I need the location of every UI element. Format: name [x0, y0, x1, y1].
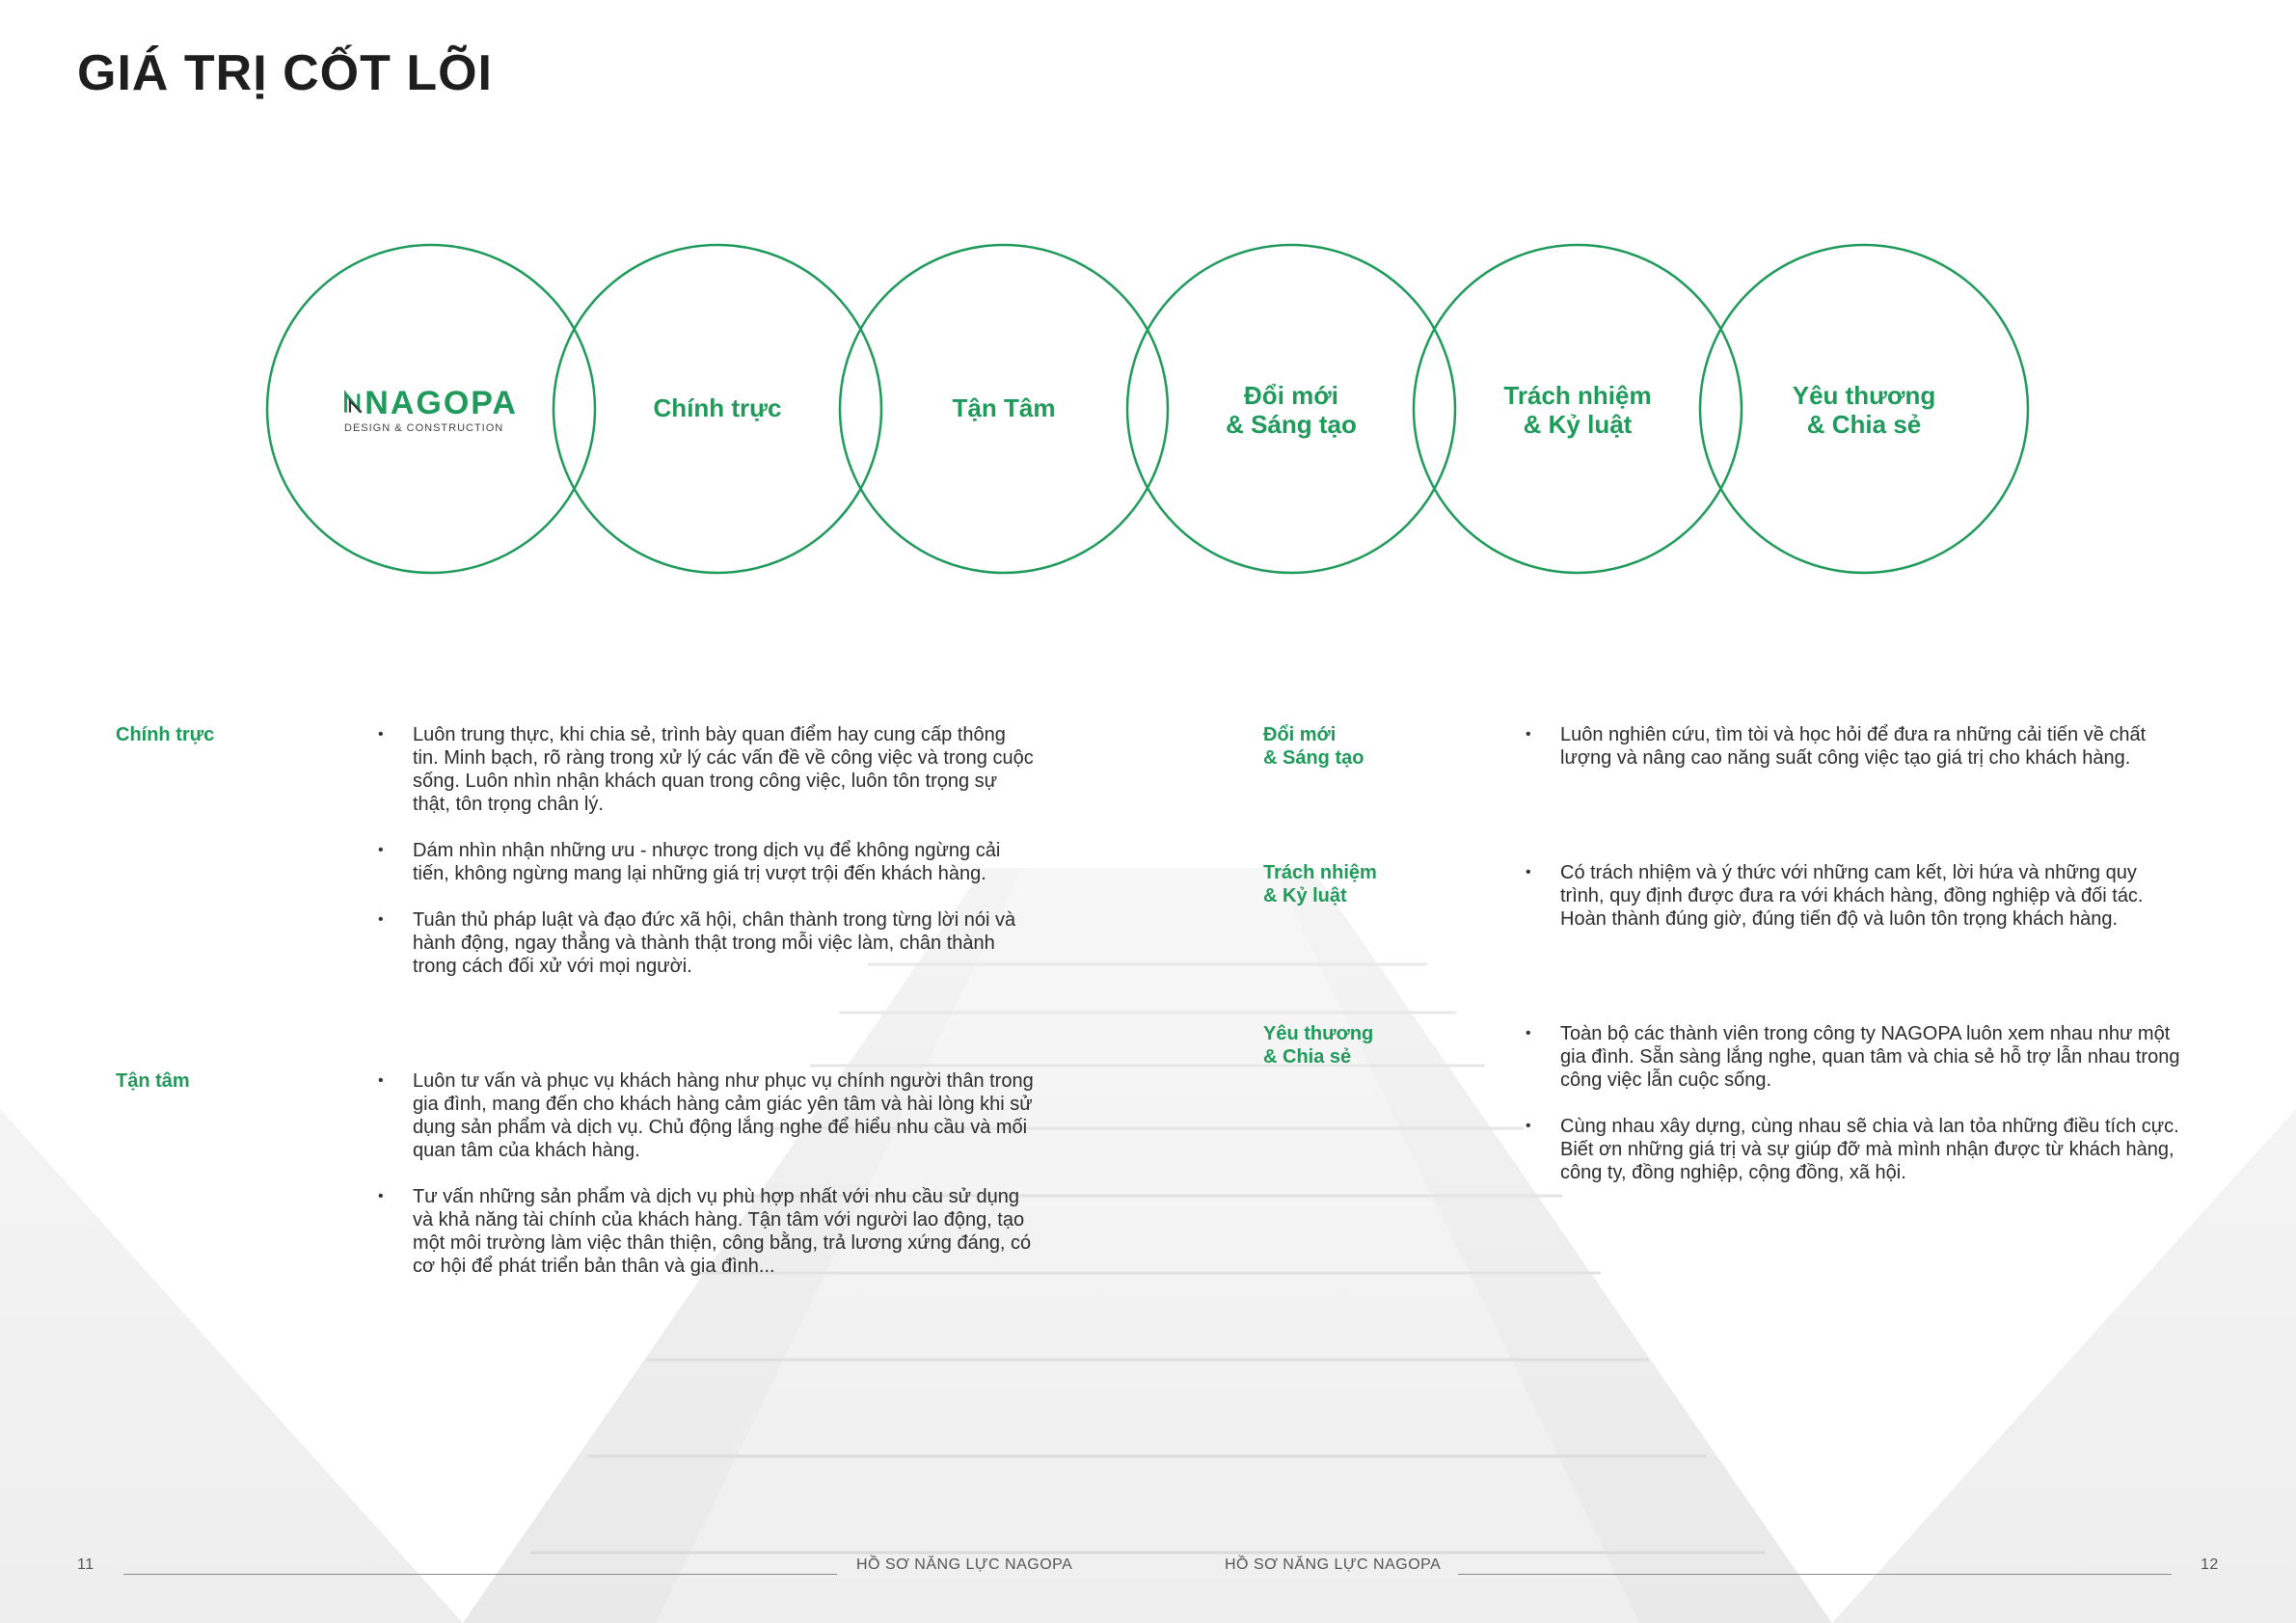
circle-label-yeu-thuong: Yêu thương & Chia sẻ: [1792, 381, 1936, 439]
value-label-doi-moi: Đổi mới & Sáng tạo: [1263, 724, 1364, 769]
value-label-chinh-truc: Chính trực: [116, 724, 215, 745]
circle-label-chinh-truc: Chính trực: [653, 393, 782, 422]
value-label-tan-tam: Tận tâm: [116, 1070, 190, 1092]
footer-title-right: HỒ SƠ NĂNG LỰC NAGOPA: [1225, 1556, 1442, 1573]
value-bullets-trach-nhiem: [1526, 861, 2181, 954]
value-bullets-chinh-truc: [378, 723, 1034, 1001]
circle-label-doi-moi: Đổi mới & Sáng tạo: [1226, 381, 1357, 439]
nagopa-n-mark-icon: [344, 389, 363, 418]
list-item: • Cùng nhau xây dựng, cùng nhau sẽ chia và lan tỏa những điều tích cực. Biết ơn những giá trị và sự giúp đỡ mà mình nhận được từ khách hàng, công ty, đồng nghiệp, cộng đồng, xã hội.: [1526, 1115, 2181, 1184]
footer-title-left: HỒ SƠ NĂNG LỰC NAGOPA: [856, 1556, 1073, 1573]
value-bullets-tan-tam: [378, 1069, 1034, 1301]
value-bullets-doi-moi: [1526, 723, 2181, 793]
logo-brand-text: NAGOPA: [365, 385, 518, 421]
page-title: GIÁ TRỊ CỐT LÕI: [77, 45, 493, 101]
footer-page-number-right: 12: [2201, 1556, 2219, 1573]
core-values-circles-diagram: [0, 0, 2296, 675]
list-item: • Luôn tư vấn và phục vụ khách hàng như phục vụ chính người thân trong gia đình, mang đến cho khách hàng cảm giác yên tâm và hài lòng khi sử dụng sản phẩm và dịch vụ. Chủ động lắng nghe để hiểu nhu cầu và mối quan tâm của khách hàng.: [378, 1069, 1034, 1162]
list-item: • Tư vấn những sản phẩm và dịch vụ phù hợp nhất với nhu cầu sử dụng và khả năng tài chính của khách hàng. Tận tâm với người lao động, tạo một môi trường làm việc thân thiện, công bằng, trả lương xứng đáng, có cơ hội để phát triển bản thân và gia đình...: [378, 1185, 1034, 1278]
circle-label-trach-nhiem: Trách nhiệm & Kỷ luật: [1503, 381, 1652, 439]
value-label-trach-nhiem: Trách nhiệm & Kỷ luật: [1263, 862, 1377, 906]
value-label-yeu-thuong: Yêu thương & Chia sẻ: [1263, 1023, 1374, 1068]
circle-label-tan-tam: Tận Tâm: [952, 393, 1056, 422]
footer-page-number-left: 11: [77, 1556, 95, 1573]
list-item: • Có trách nhiệm và ý thức với những cam kết, lời hứa và những quy trình, quy định được đưa ra với khách hàng, đồng nghiệp và đối tác. Hoàn thành đúng giờ, đúng tiến độ và luôn tôn trọng khách hàng.: [1526, 861, 2181, 931]
list-item: • Toàn bộ các thành viên trong công ty NAGOPA luôn xem nhau như một gia đình. Sẵn sàng lắng nghe, quan tâm và chia sẻ hỗ trợ lẫn nhau trong công việc lẫn cuộc sống.: [1526, 1022, 2181, 1092]
list-item: • Dám nhìn nhận những ưu - nhược trong dịch vụ để không ngừng cải tiến, không ngừng mang lại những giá trị vượt trội đến khách hàng.: [378, 839, 1034, 885]
list-item: • Tuân thủ pháp luật và đạo đức xã hội, chân thành trong từng lời nói và hành động, ngay thẳng và thành thật trong mỗi việc làm, chân thành trong cách đối xử với mọi người.: [378, 908, 1034, 978]
logo-tagline: DESIGN & CONSTRUCTION: [344, 422, 504, 434]
list-item: • Luôn trung thực, khi chia sẻ, trình bày quan điểm hay cung cấp thông tin. Minh bạch, rõ ràng trong xử lý các vấn đề về công việc và trong cuộc sống. Luôn nhìn nhận khách quan trong công việc, luôn tôn trọng sự thật, tôn trọng chân lý.: [378, 723, 1034, 816]
footer-divider-right: [1458, 1574, 2172, 1575]
footer-divider-left: [123, 1574, 837, 1575]
value-bullets-yeu-thuong: [1526, 1022, 2181, 1207]
nagopa-logo: [344, 386, 518, 434]
list-item: • Luôn nghiên cứu, tìm tòi và học hỏi để đưa ra những cải tiến về chất lượng và nâng cao năng suất công việc tạo giá trị cho khách hàng.: [1526, 723, 2181, 770]
